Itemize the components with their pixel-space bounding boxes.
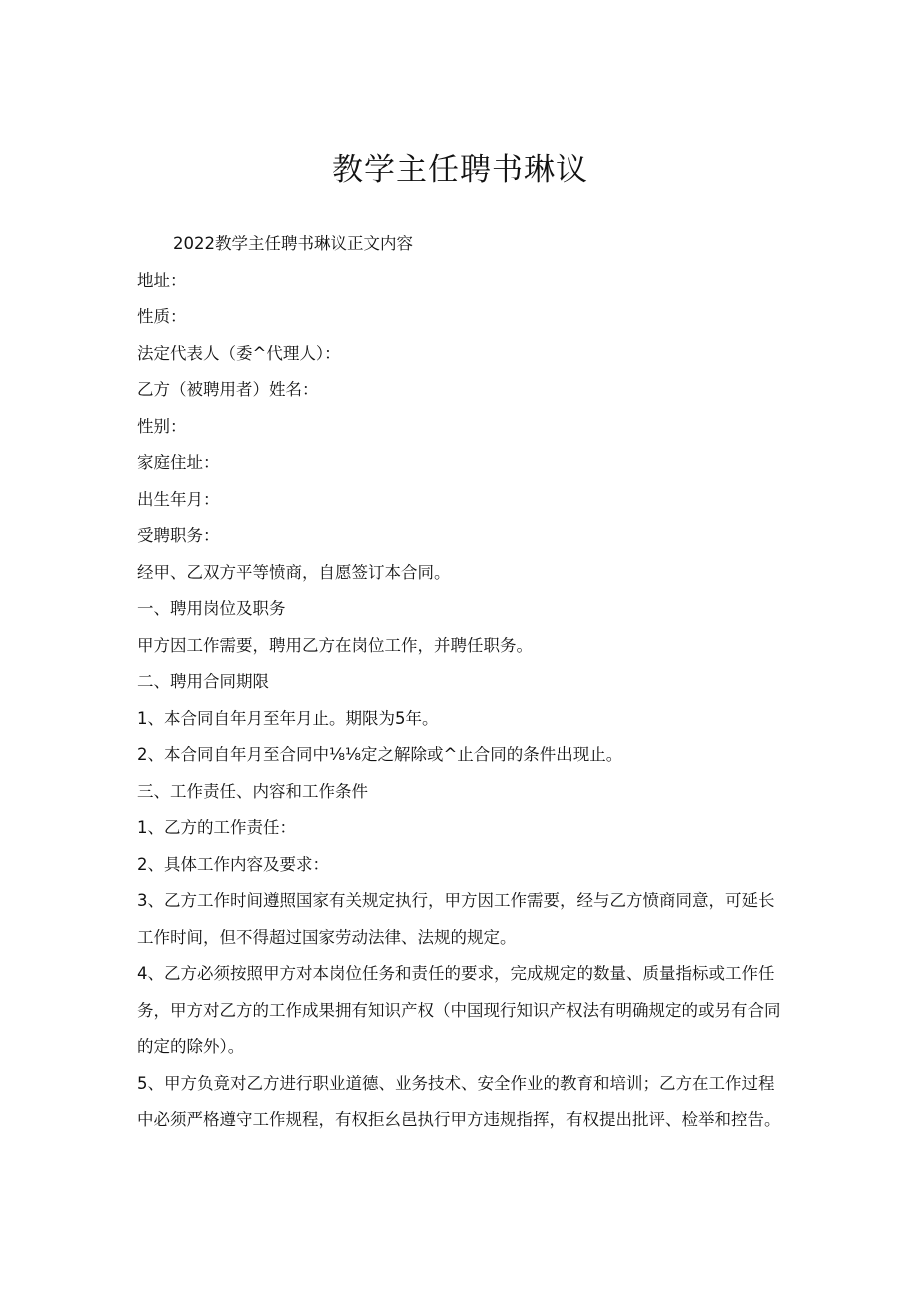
paragraph-section-1: 甲方因工作需要，聘用乙方在岗位工作，并聘任职务。: [137, 635, 533, 655]
section-heading-1: 一、聘用岗位及职务: [137, 599, 286, 618]
list-item: 2、本合同自年月至合同中⅛⅛定之解除或^止合同的条件出现止。: [137, 745, 623, 764]
document-title: 教学主任聘书琳议: [332, 152, 588, 188]
list-item: 2、具体工作内容及要求：: [137, 854, 329, 874]
field-home-address: 家庭住址：: [137, 453, 220, 472]
field-address: 地址：: [137, 270, 187, 290]
list-item: 4、乙方必须按照甲方对本岗位任务和责任的要求，完成规定的数量、质量指标或工作任务，甲方对乙方的工作成果拥有知识产权（中国现行知识产权法有明确规定的或另有合同的定的除外）。: [137, 964, 781, 1056]
field-birth-date: 出生年月：: [137, 489, 220, 509]
paragraph-intro: 2022教学主任聘书琳议正文内容: [173, 234, 413, 253]
field-gender: 性别：: [137, 416, 187, 436]
paragraph-agreement: 经甲、乙双方平等愤商，自愿签订本合同。: [137, 562, 451, 582]
section-heading-2: 二、聘用合同期限: [137, 672, 269, 691]
field-employee-name: 乙方（被聘用者）姓名：: [137, 380, 319, 399]
field-nature: 性质：: [137, 307, 187, 326]
section-heading-3: 三、工作责任、内容和工作条件: [137, 781, 368, 801]
list-item: 1、乙方的工作责任：: [137, 818, 296, 837]
field-legal-representative: 法定代表人（委^代理人）：: [137, 343, 341, 363]
document-body: [137, 226, 787, 1139]
field-position: 受聘职务：: [137, 526, 220, 545]
list-item: 3、乙方工作时间遵照国家有关规定执行，甲方因工作需要，经与乙方愤商同意，可延长工作时间，但不得超过国家劳动法律、法规的规定。: [137, 891, 775, 947]
list-item: 5、甲方负竟对乙方进行职业道德、业务技术、安全作业的教育和培训；乙方在工作过程中必须严格遵守工作规程，有权拒幺邑执行甲方违规指挥，有权提出批评、检举和控告。: [137, 1073, 781, 1129]
list-item: 1、本合同自年月至年月止。期限为5年。: [137, 708, 439, 728]
